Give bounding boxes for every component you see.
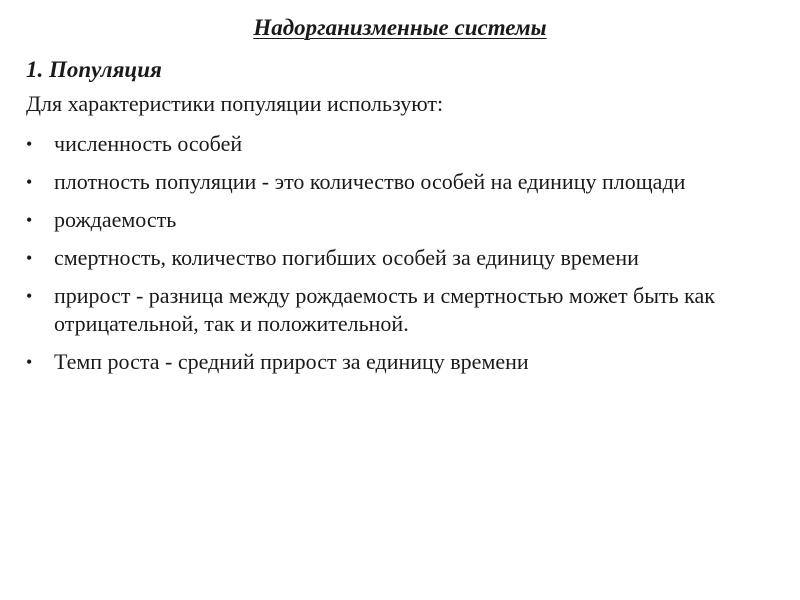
list-item-text: Темп роста - средний прирост за единицу времени (54, 349, 529, 374)
list-item (26, 348, 786, 376)
list-item-text: рождаемость (54, 207, 177, 232)
list-item (26, 168, 786, 196)
bullet-icon: • (26, 210, 33, 230)
list-item (26, 282, 786, 338)
list-item (26, 130, 786, 158)
bullet-icon: • (26, 286, 33, 306)
bullet-list (26, 130, 786, 386)
intro-text: Для характеристики популяции используют: (26, 91, 444, 116)
bullet-icon: • (26, 352, 33, 372)
list-item (26, 244, 786, 272)
bullet-icon: • (26, 248, 33, 268)
section-heading: 1. Популяция (26, 57, 162, 82)
bullet-icon: • (26, 134, 33, 154)
list-item-text: численность особей (54, 131, 243, 156)
slide-title: Надорганизменные системы (253, 15, 547, 40)
bullet-icon: • (26, 172, 33, 192)
list-item-text: плотность популяции - это количество особей на единицу площади (54, 169, 686, 194)
list-item-text: смертность, количество погибших особей за единицу времени (54, 245, 639, 270)
list-item (26, 206, 786, 234)
list-item-text: прирост - разница между рождаемость и смертностью может быть как отрицательной, так и положительной. (54, 283, 715, 336)
